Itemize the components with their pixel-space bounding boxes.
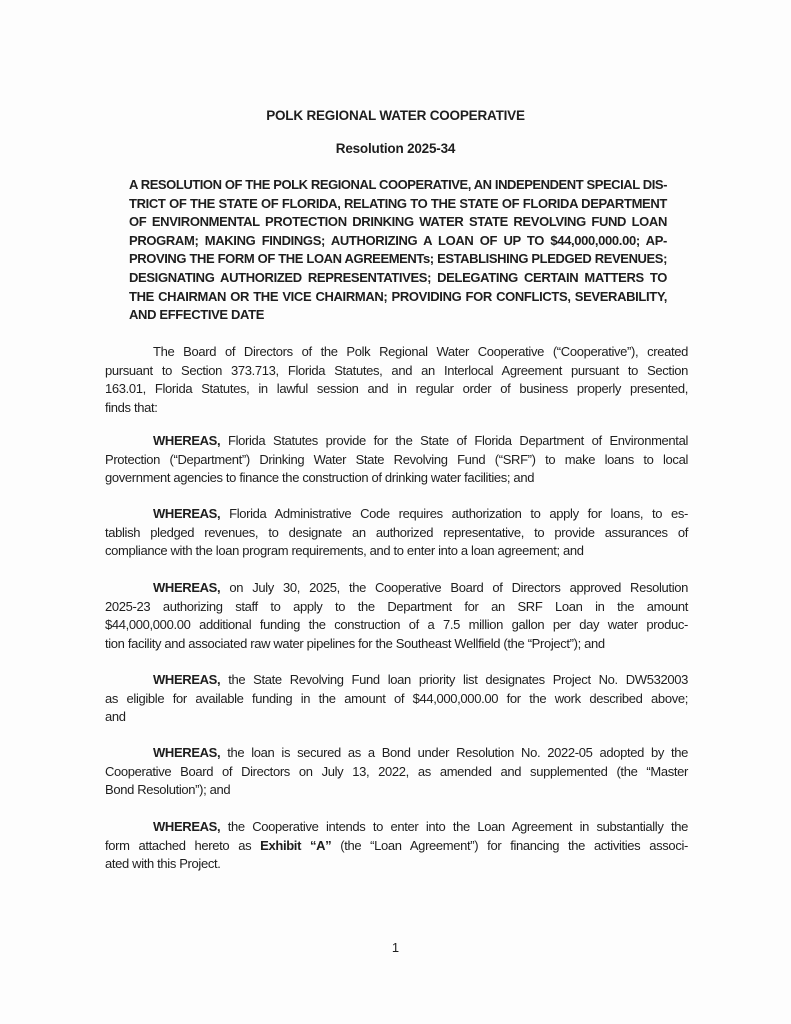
paragraph-text: form attached hereto as: [105, 837, 261, 853]
paragraph-line: $44,000,000.00 additional funding the construction of a 7.5 million gallon per day water produc-: [105, 617, 688, 633]
page-number: 1: [391, 940, 400, 955]
paragraph-text: the Cooperative intends to enter into the Loan Agreement in substantially the: [220, 819, 688, 834]
paragraph-line: [105, 837, 688, 856]
paragraph-line: The Board of Directors of the Polk Regional Water Cooperative (“Cooperative”), created: [153, 344, 688, 359]
whereas-label: WHEREAS,: [153, 672, 221, 687]
whereas-label: WHEREAS,: [153, 580, 221, 595]
resolution-title-line: PROVING THE FORM OF THE LOAN AGREEMENTs; ESTABLISHING PLEDGED REVENUES;: [129, 251, 667, 267]
paragraph-line: 163.01, Florida Statutes, in lawful session and in regular order of business properly presented,: [105, 381, 688, 397]
paragraph-line: Cooperative Board of Directors on July 13, 2022, as amended and supplemented (the “Master: [105, 763, 688, 779]
whereas-label: WHEREAS,: [153, 745, 221, 760]
paragraph-text: Florida Statutes provide for the State of Florida Department of Environmental: [220, 433, 688, 448]
whereas-label: WHEREAS,: [153, 433, 221, 448]
resolution-title-line: DESIGNATING AUTHORIZED REPRESENTATIVES; DELEGATING CERTAIN MATTERS TO: [129, 269, 667, 285]
paragraph-line: as eligible for available funding in the amount of $44,000,000.00 for the work described above;: [105, 690, 688, 706]
paragraph-line: Bond Resolution”); and: [105, 782, 231, 798]
resolution-title-line: TRICT OF THE STATE OF FLORIDA, RELATING TO THE STATE OF FLORIDA DEPARTMENT: [129, 195, 667, 211]
organization-heading: POLK REGIONAL WATER COOPERATIVE: [266, 108, 525, 123]
paragraph-line: ated with this Project.: [105, 856, 221, 872]
whereas-paragraph: [105, 818, 688, 874]
paragraph-line: 2025-23 authorizing staff to apply to the Department for an SRF Loan in the amount: [105, 598, 688, 614]
paragraph-line: [105, 744, 688, 763]
whereas-paragraph: [105, 671, 688, 727]
whereas-paragraph: [105, 579, 688, 653]
whereas-label: WHEREAS,: [153, 819, 221, 834]
paragraph-text: the State Revolving Fund loan priority list designates Project No. DW532003: [220, 672, 688, 687]
whereas-paragraph: [105, 505, 688, 561]
paragraph-text: Florida Administrative Code requires authorization to apply for loans, to es-: [220, 506, 688, 521]
preamble-paragraph: [105, 343, 688, 417]
paragraph-line: Protection (“Department”) Drinking Water State Revolving Fund (“SRF”) to make loans to local: [105, 451, 688, 467]
paragraph-line: [105, 505, 688, 524]
paragraph-line: pursuant to Section 373.713, Florida Statutes, and an Interlocal Agreement pursuant to Section: [105, 362, 688, 378]
resolution-title: [129, 176, 667, 325]
paragraph-line: [105, 432, 688, 451]
resolution-title-line: THE CHAIRMAN OR THE VICE CHAIRMAN; PROVIDING FOR CONFLICTS, SEVERABILITY,: [129, 288, 667, 304]
paragraph-line: and: [105, 709, 126, 725]
paragraph-line: [105, 818, 688, 837]
whereas-paragraph: [105, 432, 688, 488]
resolution-number-heading: Resolution 2025-34: [335, 141, 456, 156]
paragraph-line: [105, 579, 688, 598]
paragraph-text: the loan is secured as a Bond under Resolution No. 2022-05 adopted by the: [220, 745, 688, 760]
paragraph-line: government agencies to finance the construction of drinking water facilities; and: [105, 470, 535, 486]
whereas-paragraph: [105, 744, 688, 800]
paragraph-line: [105, 671, 688, 690]
whereas-label: WHEREAS,: [153, 506, 221, 521]
paragraph-line: compliance with the loan program requirements, and to enter into a loan agreement; and: [105, 543, 584, 559]
resolution-title-line: AND EFFECTIVE DATE: [129, 307, 265, 323]
paragraph-text: (the “Loan Agreement”) for financing the activities associ-: [331, 837, 688, 853]
resolution-title-line: OF ENVIRONMENTAL PROTECTION DRINKING WATER STATE REVOLVING FUND LOAN: [129, 214, 667, 230]
paragraph-line: finds that:: [105, 399, 158, 415]
paragraph-line: tablish pledged revenues, to designate an authorized representative, to provide assurances of: [105, 524, 688, 540]
paragraph-text: on July 30, 2025, the Cooperative Board of Directors approved Resolution: [220, 580, 688, 595]
resolution-title-line: PROGRAM; MAKING FINDINGS; AUTHORIZING A LOAN OF UP TO $44,000,000.00; AP-: [129, 232, 667, 248]
resolution-title-line: A RESOLUTION OF THE POLK REGIONAL COOPERATIVE, AN INDEPENDENT SPECIAL DIS-: [129, 177, 667, 192]
paragraph-line: tion facility and associated raw water pipelines for the Southeast Wellfield (the “Project”); and: [105, 635, 605, 651]
exhibit-reference: Exhibit “A”: [260, 837, 332, 853]
